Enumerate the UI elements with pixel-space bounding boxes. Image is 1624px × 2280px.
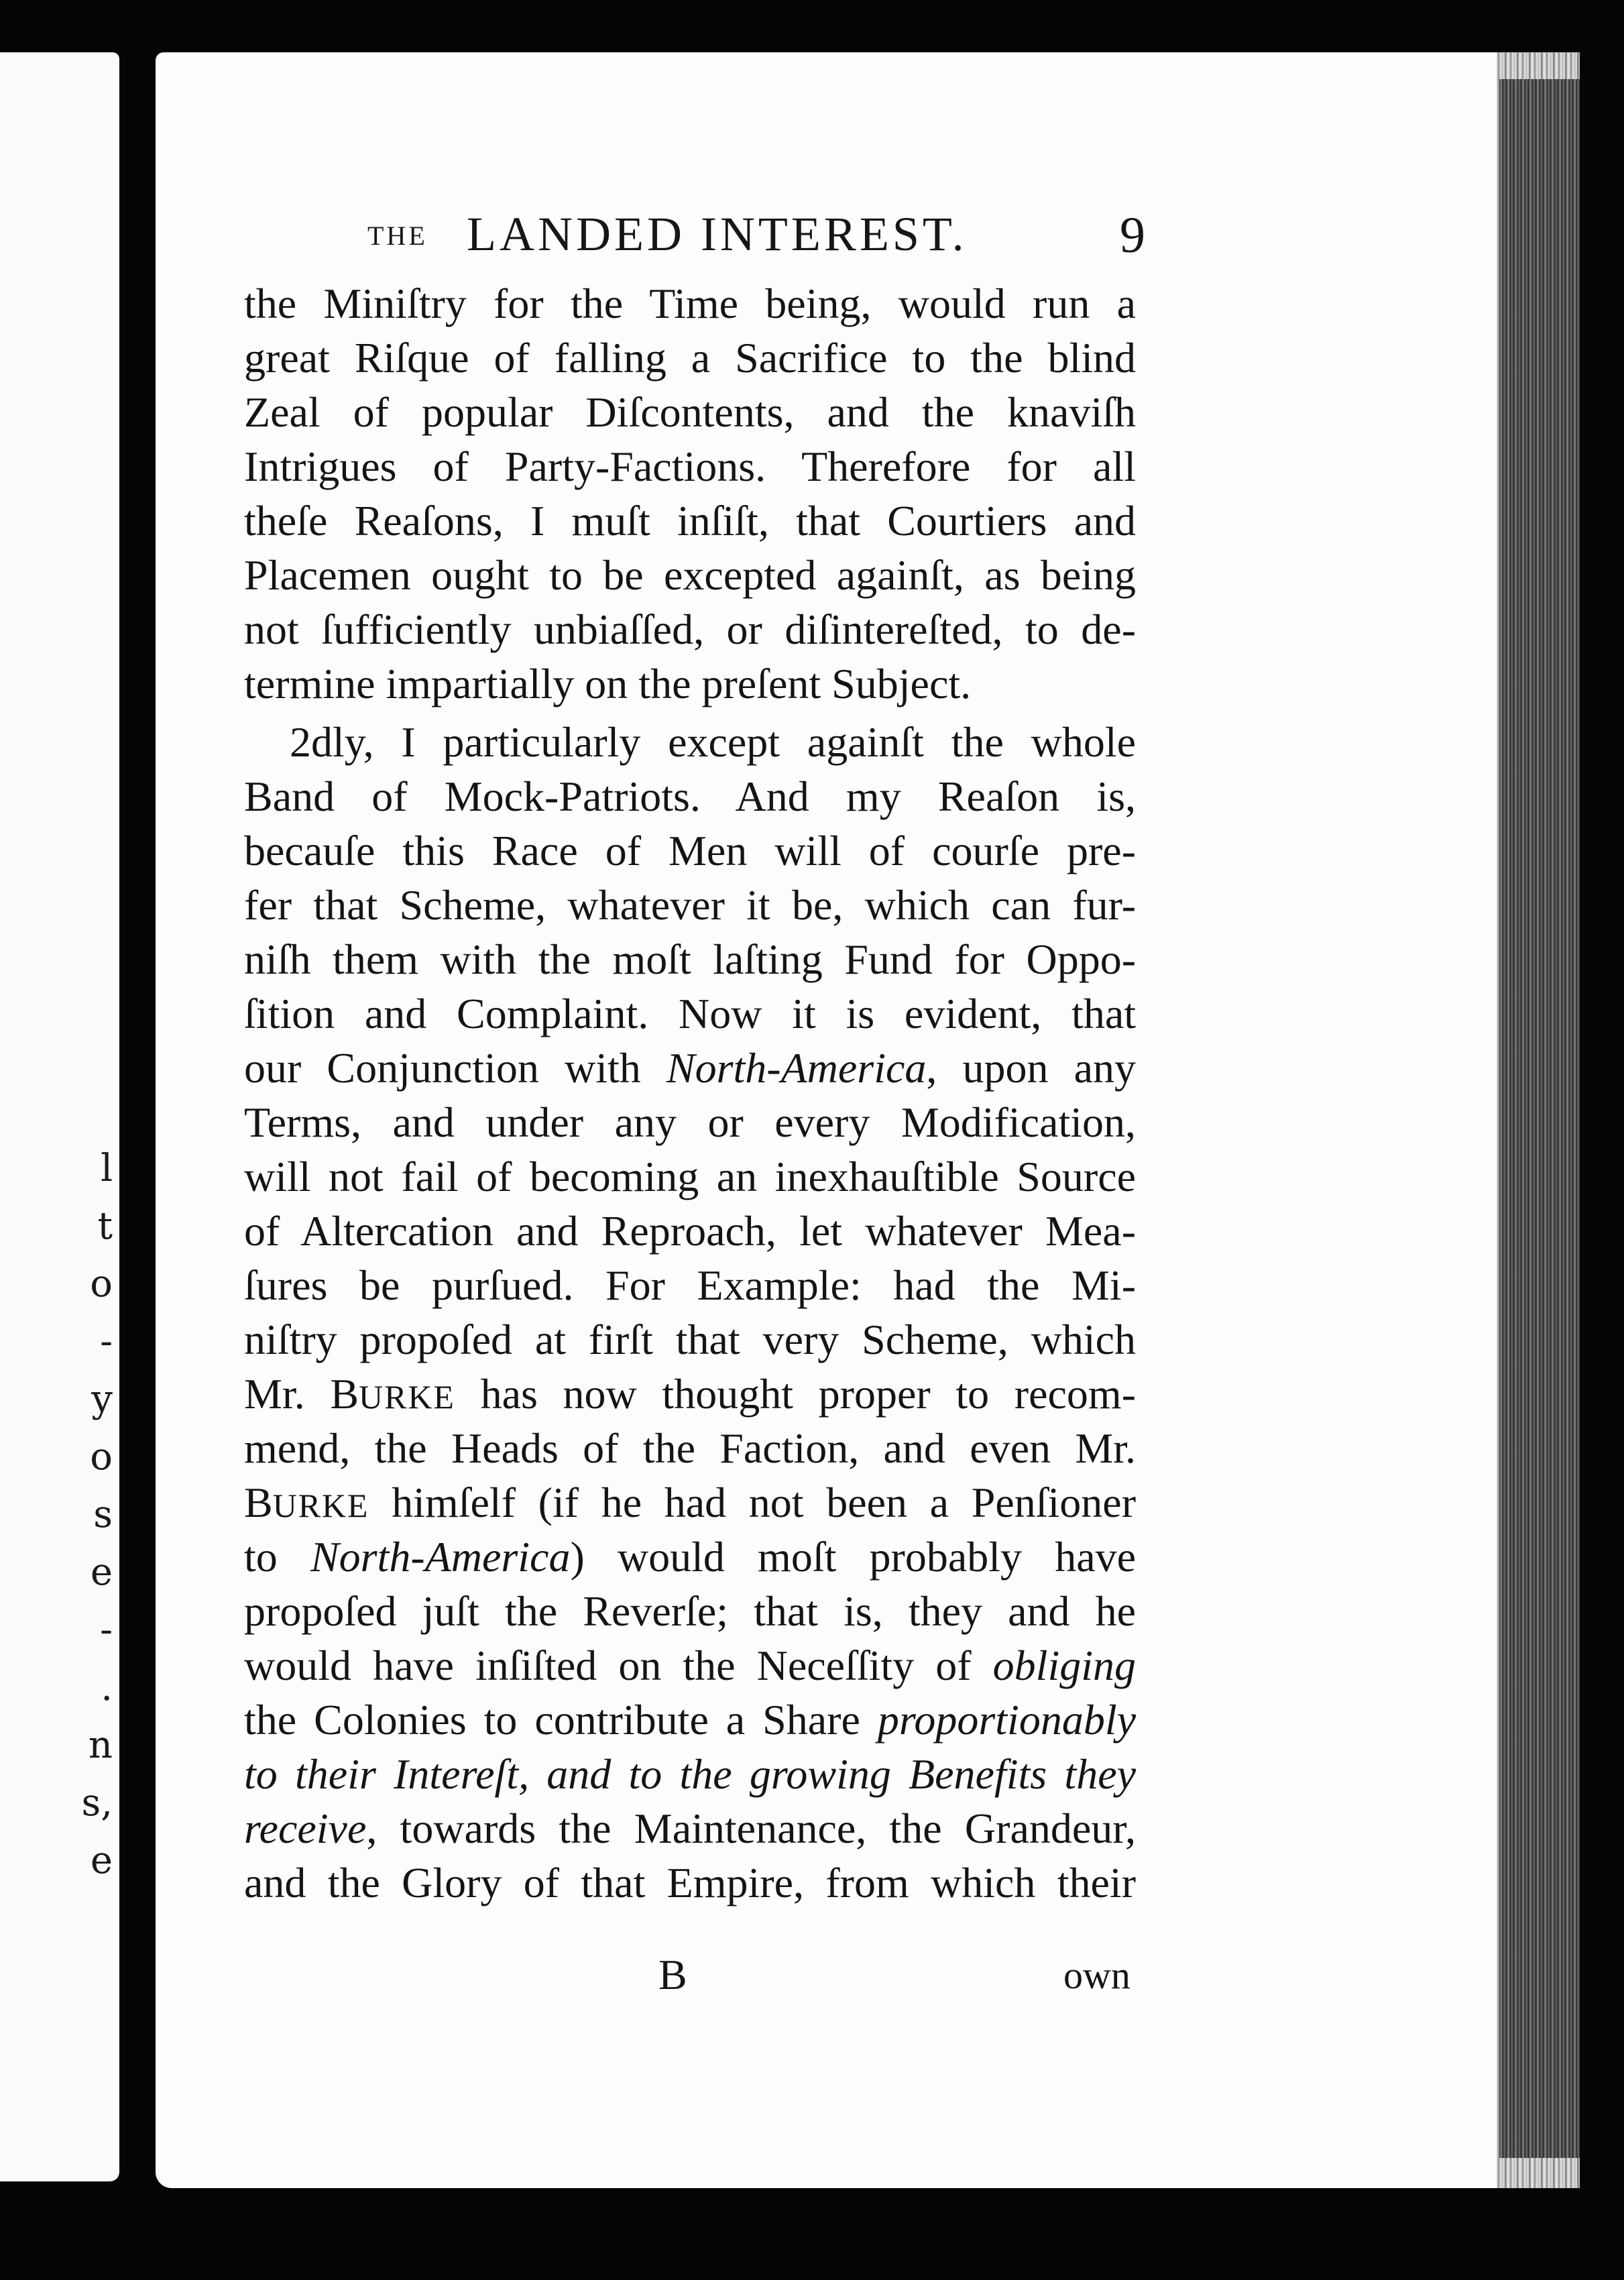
text-line: the Colonies to contribute a Share proportionably	[244, 1696, 1136, 1744]
text-line: to their Intereſt, and to the growing Benefits they	[244, 1750, 1136, 1798]
text-line: Intrigues of Party-Factions. Therefore for all	[244, 443, 1136, 490]
prev-page-edge-char: y	[91, 1377, 113, 1421]
text-line: niſtry propoſed at firſt that very Scheme, which	[244, 1316, 1136, 1363]
text-line: our Conjunction with North-America, upon any	[244, 1044, 1137, 1092]
prev-page-edge-char: o	[90, 1435, 113, 1479]
body-text	[244, 276, 1136, 1910]
signature-mark: B	[658, 1951, 687, 1998]
text-line: Mr. BURKE has now thought proper to recom-	[244, 1370, 1137, 1418]
page-number: 9	[1120, 207, 1145, 264]
text-line: ſition and Complaint. Now it is evident, that	[244, 990, 1136, 1037]
text-line: will not fail of becoming an inexhauſtible Source	[244, 1153, 1136, 1200]
text-line: great Riſque of falling a Sacrifice to the blind	[244, 334, 1136, 382]
text-line: not ſufficiently unbiaſſed, or diſintereſted, to de-	[244, 606, 1136, 653]
running-head	[367, 207, 1145, 274]
text-line: fer that Scheme, whatever it be, which can fur-	[244, 881, 1136, 929]
previous-page-edge	[0, 52, 119, 2181]
prev-page-edge-char: l	[101, 1147, 113, 1190]
text-line: receive, towards the Maintenance, the Grandeur,	[244, 1805, 1136, 1852]
prev-page-edge-char: s,	[81, 1781, 113, 1825]
prev-page-edge-char: .	[101, 1666, 113, 1709]
text-line: the Miniſtry for the Time being, would run a	[244, 280, 1136, 327]
prev-page-edge-char: -	[100, 1320, 113, 1363]
prev-page-edge-char: e	[90, 1839, 113, 1882]
running-head-title: LANDED INTEREST.	[467, 207, 968, 261]
text-line: Band of Mock-Patriots. And my Reaſon is,	[244, 773, 1136, 820]
prev-page-edge-char: t	[97, 1204, 113, 1248]
text-line: termine impartially on the preſent Subject.	[244, 660, 972, 707]
text-line: Placemen ought to be excepted againſt, as being	[244, 551, 1136, 599]
prev-page-edge-char: s	[93, 1493, 113, 1536]
prev-page-edge-char: n	[88, 1723, 113, 1767]
prev-page-edge-char: e	[90, 1550, 113, 1594]
text-line: and the Glory of that Empire, from which their	[244, 1859, 1136, 1906]
text-line: becauſe this Race of Men will of courſe pre-	[244, 827, 1136, 874]
prev-page-edge-char: o	[90, 1262, 113, 1306]
text-line: niſh them with the moſt laſting Fund for Oppo-	[244, 935, 1136, 983]
text-line: propoſed juſt the Reverſe; that is, they and he	[244, 1587, 1136, 1635]
prev-page-edge-char: -	[100, 1608, 113, 1652]
text-line: mend, the Heads of the Faction, and even Mr.	[244, 1424, 1136, 1472]
text-line: Terms, and under any or every Modification,	[244, 1098, 1136, 1146]
catchword: own	[1063, 1953, 1130, 1997]
text-line: to North-America) would moſt probably have	[244, 1533, 1137, 1581]
text-line: would have inſiſted on the Neceſſity of obliging	[244, 1642, 1136, 1689]
text-line: of Altercation and Reproach, let whatever Mea-	[244, 1207, 1136, 1255]
text-line: BURKE himſelf (if he had not been a Penſioner	[244, 1479, 1136, 1526]
text-line: 2dly, I particularly except againſt the whole	[290, 718, 1136, 766]
text-line: Zeal of popular Diſcontents, and the knaviſh	[244, 388, 1136, 436]
text-line: ſures be purſued. For Example: had the Mi-	[244, 1261, 1136, 1309]
running-head-prefix: THE	[367, 221, 428, 251]
text-line: theſe Reaſons, I muſt inſiſt, that Courtiers and	[244, 497, 1136, 545]
